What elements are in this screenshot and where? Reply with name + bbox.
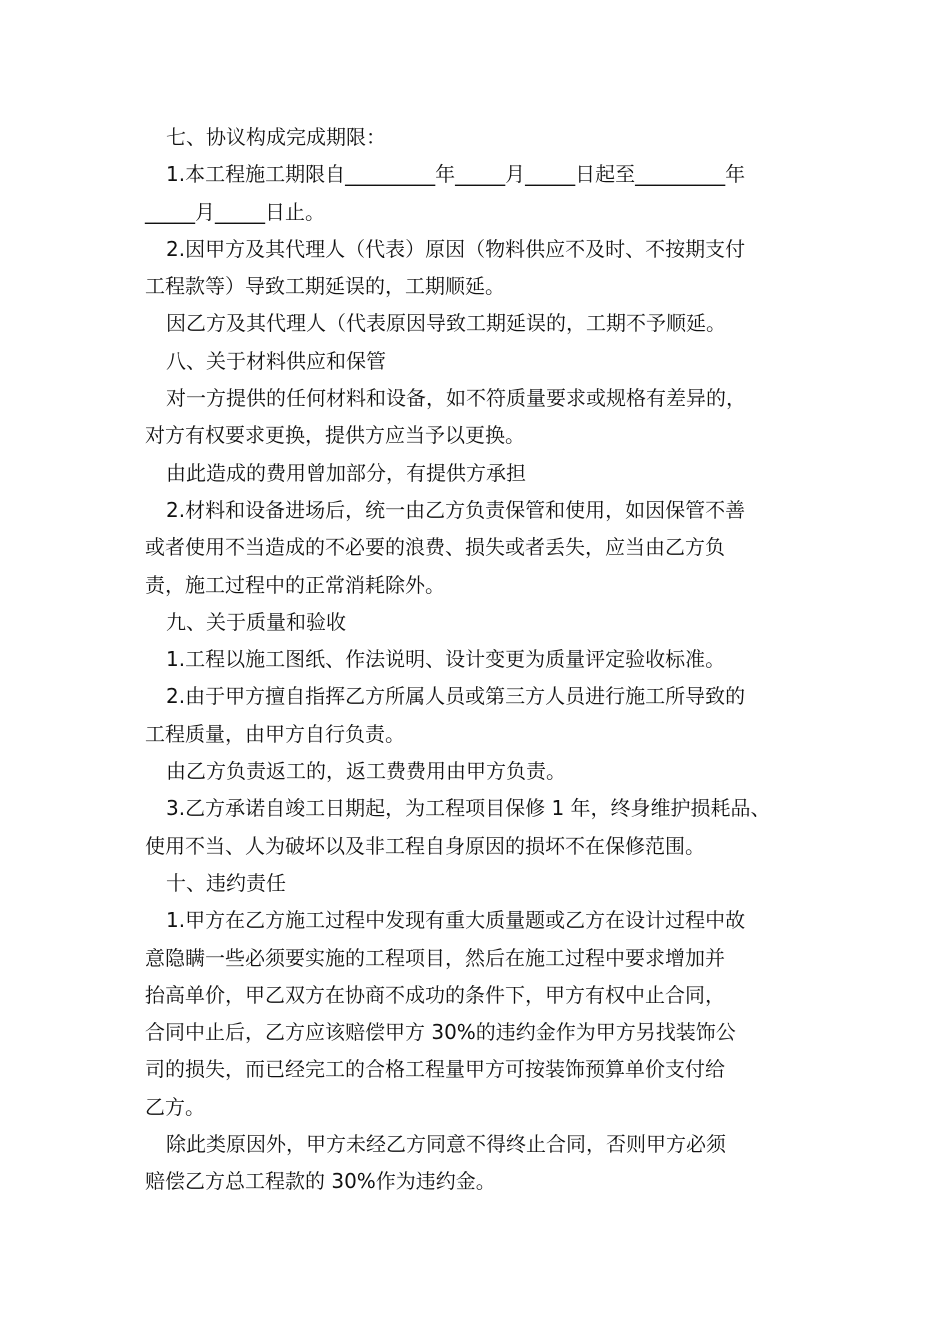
paragraph-line: 责，施工过程中的正常消耗除外。	[145, 572, 445, 597]
paragraph-line: 司的损失，而已经完工的合格工程量甲方可按装饰预算单价支付给	[145, 1057, 725, 1082]
paragraph-line: 1.本工程施工期限自_________年_____月_____日起至_________年	[166, 162, 746, 187]
paragraph-line: 抬高单价，甲乙双方在协商不成功的条件下，甲方有权中止合同，	[145, 982, 725, 1007]
paragraph-line: 因乙方及其代理人（代表原因导致工期延误的，工期不予顺延。	[166, 311, 726, 336]
section-heading-10: 十、违约责任	[166, 870, 286, 895]
paragraph-line: 工程款等）导致工期延误的，工期顺延。	[145, 274, 505, 299]
paragraph-line: 对一方提供的任何材料和设备，如不符质量要求或规格有差异的，	[166, 386, 746, 411]
paragraph-line: 1.甲方在乙方施工过程中发现有重大质量题或乙方在设计过程中故	[166, 908, 746, 933]
paragraph-line: 乙方。	[145, 1094, 205, 1119]
section-heading-7: 七、协议构成完成期限：	[166, 125, 386, 149]
section-heading-8: 八、关于材料供应和保管	[166, 348, 386, 373]
paragraph-line: 合同中止后，乙方应该赔偿甲方 30%的违约金作为甲方另找装饰公	[145, 1020, 736, 1045]
paragraph-line: 意隐瞒一些必须要实施的工程项目，然后在施工过程中要求增加并	[145, 945, 725, 970]
paragraph-line: 除此类原因外，甲方未经乙方同意不得终止合同，否则甲方必须	[166, 1132, 726, 1157]
paragraph-line: 3.乙方承诺自竣工日期起，为工程项目保修 1 年，终身维护损耗品、	[166, 796, 771, 821]
paragraph-line: 1.工程以施工图纸、作法说明、设计变更为质量评定验收标准。	[166, 647, 726, 672]
document-body	[145, 119, 825, 1201]
paragraph-line: 赔偿乙方总工程款的 30%作为违约金。	[145, 1169, 496, 1194]
paragraph-line: _____月_____日止。	[145, 199, 325, 224]
paragraph-line: 使用不当、人为破坏以及非工程自身原因的损坏不在保修范围。	[145, 833, 705, 858]
paragraph-line: 2.因甲方及其代理人（代表）原因（物料供应不及时、不按期支付	[166, 236, 746, 261]
paragraph-line: 由乙方负责返工的，返工费费用由甲方负责。	[166, 759, 566, 784]
paragraph-line: 对方有权要求更换，提供方应当予以更换。	[145, 423, 525, 448]
paragraph-line: 或者使用不当造成的不必要的浪费、损失或者丢失，应当由乙方负	[145, 535, 725, 560]
paragraph-line: 2.材料和设备进场后，统一由乙方负责保管和使用，如因保管不善	[166, 497, 746, 522]
section-heading-9: 九、关于质量和验收	[166, 609, 346, 634]
paragraph-line: 2.由于甲方擅自指挥乙方所属人员或第三方人员进行施工所导致的	[166, 684, 746, 709]
paragraph-line: 由此造成的费用曾加部分，有提供方承担	[166, 460, 526, 485]
paragraph-line: 工程质量，由甲方自行负责。	[145, 721, 405, 746]
